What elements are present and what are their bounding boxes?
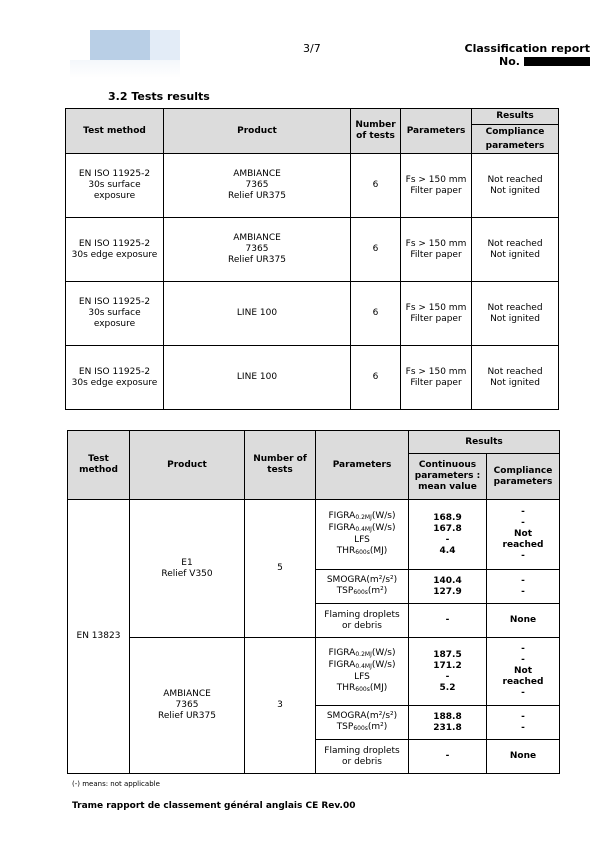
cell-tests: 6 [351, 282, 401, 346]
th-compliance-parameters: Compliance parameters [472, 125, 559, 154]
cell-figra-compliance: - - Not reached - [487, 500, 560, 570]
cell-flaming-params: Flaming droplets or debris [316, 604, 409, 638]
report-title: Classification report [464, 42, 590, 55]
cell-method: EN ISO 11925-2 30s edge exposure [66, 346, 164, 410]
th-results: Results [472, 109, 559, 125]
table-row [66, 346, 559, 410]
th-parameters: Parameters [401, 109, 472, 154]
cell-method: EN ISO 11925-2 30s edge exposure [66, 218, 164, 282]
th-results: Results [409, 431, 560, 454]
cell-result: Not reached Not ignited [472, 218, 559, 282]
test-results-table-2 [67, 430, 560, 774]
cell-flaming-compliance: None [487, 740, 560, 774]
cell-tests: 5 [245, 500, 316, 638]
th-product: Product [130, 431, 245, 500]
cell-figra-params: FIGRA0.2MJ(W/s) FIGRA0.4MJ(W/s) LFS THR600s(MJ) [316, 500, 409, 570]
cell-parameters: Fs > 150 mm Filter paper [401, 154, 472, 218]
th-compliance-parameters: Compliance parameters [487, 454, 560, 500]
table-row [68, 500, 560, 570]
cell-smogra-params: SMOGRA(m²/s²) TSP600s(m²) [316, 706, 409, 740]
th-parameters: Parameters [316, 431, 409, 500]
cell-tests: 3 [245, 638, 316, 774]
th-number-of-tests: Number of tests [245, 431, 316, 500]
section-title: 3.2 Tests results [108, 90, 210, 103]
cell-figra-compliance: - - Not reached - [487, 638, 560, 706]
table-row [66, 218, 559, 282]
cell-tests: 6 [351, 154, 401, 218]
cell-figra-values: 187.5 171.2 - 5.2 [409, 638, 487, 706]
th-test-method: Test method [68, 431, 130, 500]
cell-product: LINE 100 [164, 282, 351, 346]
cell-parameters: Fs > 150 mm Filter paper [401, 346, 472, 410]
t1-body [66, 154, 559, 410]
cell-product: E1 Relief V350 [130, 500, 245, 638]
cell-figra-params: FIGRA0.2MJ(W/s) FIGRA0.4MJ(W/s) LFS THR600s(MJ) [316, 638, 409, 706]
cell-figra-values: 168.9 167.8 - 4.4 [409, 500, 487, 570]
cell-tests: 6 [351, 346, 401, 410]
page-number: 3/7 [303, 42, 321, 55]
cell-method: EN 13823 [68, 500, 130, 774]
cell-product: AMBIANCE 7365 Relief UR375 [130, 638, 245, 774]
cell-smogra-compliance: - - [487, 706, 560, 740]
cell-product: AMBIANCE 7365 Relief UR375 [164, 154, 351, 218]
cell-smogra-values: 188.8 231.8 [409, 706, 487, 740]
th-test-method: Test method [66, 109, 164, 154]
cell-parameters: Fs > 150 mm Filter paper [401, 282, 472, 346]
cell-flaming-value: - [409, 740, 487, 774]
cell-product: AMBIANCE 7365 Relief UR375 [164, 218, 351, 282]
footnote: (-) means: not applicable [72, 780, 160, 788]
table-row [68, 638, 560, 706]
cell-product: LINE 100 [164, 346, 351, 410]
cell-smogra-values: 140.4 127.9 [409, 570, 487, 604]
footer-text: Trame rapport de classement général anglais CE Rev.00 [72, 801, 356, 811]
cell-parameters: Fs > 150 mm Filter paper [401, 218, 472, 282]
cell-flaming-value: - [409, 604, 487, 638]
company-logo [70, 30, 180, 60]
th-continuous-parameters: Continuous parameters : mean value [409, 454, 487, 500]
test-results-table-1 [65, 108, 559, 410]
report-number: No. [499, 55, 590, 68]
cell-smogra-compliance: - - [487, 570, 560, 604]
cell-result: Not reached Not ignited [472, 154, 559, 218]
cell-method: EN ISO 11925-2 30s surface exposure [66, 154, 164, 218]
cell-tests: 6 [351, 218, 401, 282]
cell-flaming-params: Flaming droplets or debris [316, 740, 409, 774]
th-product: Product [164, 109, 351, 154]
cell-smogra-params: SMOGRA(m²/s²) TSP600s(m²) [316, 570, 409, 604]
cell-result: Not reached Not ignited [472, 282, 559, 346]
th-number-of-tests: Number of tests [351, 109, 401, 154]
cell-flaming-compliance: None [487, 604, 560, 638]
table-row [66, 282, 559, 346]
cell-result: Not reached Not ignited [472, 346, 559, 410]
redacted-number [524, 57, 590, 66]
table-row [66, 154, 559, 218]
cell-method: EN ISO 11925-2 30s surface exposure [66, 282, 164, 346]
